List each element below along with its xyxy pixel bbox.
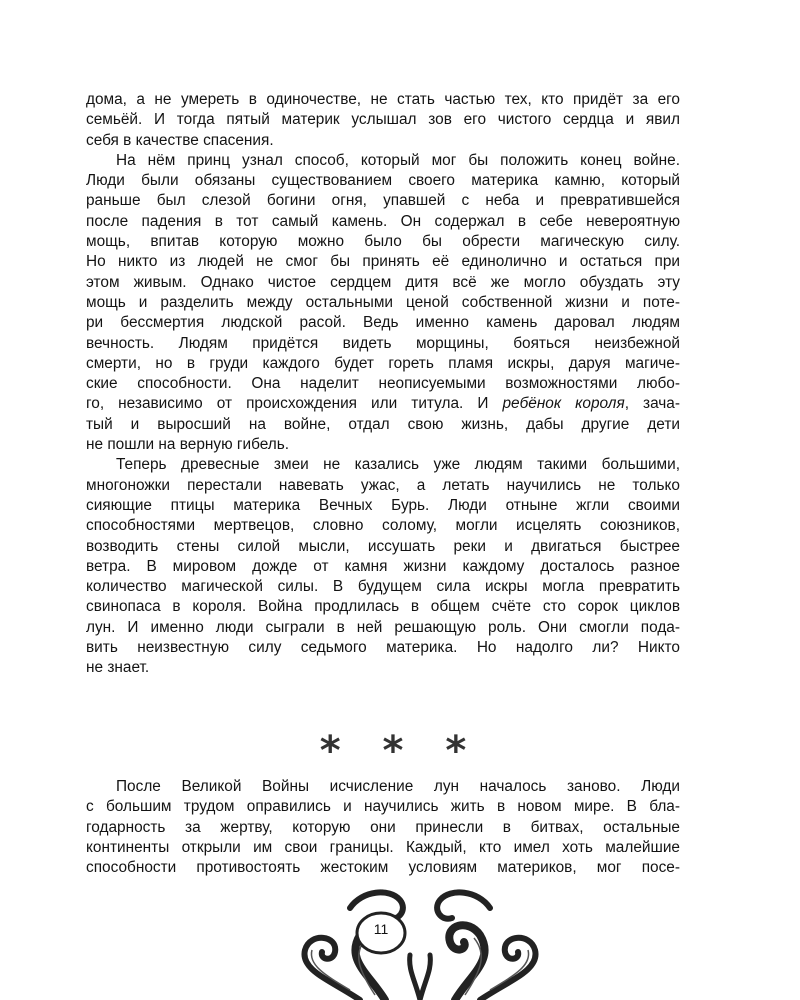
text-line: вить неизвестную силу седьмого материка. Но надолго ли? Никто — [86, 639, 680, 657]
text-line: возводить стены силой мысли, иссушать реки и двигаться быстрее — [86, 537, 680, 555]
section-two-text — [86, 777, 680, 878]
text-line: ские способности. Она наделит неописуемыми возможностями любо- — [86, 375, 680, 393]
text-line: годарность за жертву, которую они принесли в битвах, остальные — [86, 818, 680, 836]
text-line: многоножки перестали навевать ужас, а летать научились не только — [86, 476, 680, 494]
text-line: способностями мертвецов, словно солому, могли исцелять союзников, — [86, 517, 680, 535]
text-line: этом живым. Однако чистое сердцем дитя всё же могло обуздать эту — [86, 273, 680, 291]
section-separator: * * * — [319, 728, 481, 774]
text-line: Люди были обязаны существованием своего материка камню, который — [86, 172, 680, 190]
text-line: не пошли на верную гибель. — [86, 436, 290, 454]
text-line: не знает. — [86, 659, 150, 677]
page-number: 11 — [373, 921, 389, 937]
text-line: свинопаса в короля. Война продлилась в общем счёте сто сорок циклов — [86, 598, 680, 616]
text-fragment: го, независимо от происхождения или титула. И — [86, 395, 503, 413]
text-line: после падения в тот самый камень. Он содержал в себе невероятную — [86, 212, 680, 230]
text-line: мощь, впитав которую можно было бы обрести магическую силу. — [86, 233, 680, 251]
text-line: После Великой Войны исчисление лун началось заново. Люди — [116, 778, 680, 795]
text-line: лун. И именно люди сыграли в ней решающую роль. Они смогли пода- — [86, 618, 680, 636]
italic-phrase: ребёнок короля — [502, 395, 625, 413]
text-line: На нём принц узнал способ, который мог бы положить конец войне. — [116, 151, 680, 169]
text-line: смерти, но в груди каждого будет гореть пламя искры, даруя магиче- — [86, 354, 680, 372]
text-line: способности противостоять жестоким условиям материков, мог посе- — [86, 859, 680, 877]
text-line: ветра. В мировом дожде от камня жизни каждому досталось разное — [86, 557, 680, 575]
text-line: себя в качестве спасения. — [86, 131, 274, 149]
text-line: вечность. Людям придётся видеть морщины, бояться неизбежной — [86, 334, 680, 352]
text-line: количество магической силы. В будущем сила искры могла превратить — [86, 578, 680, 596]
text-line: тый и выросший на войне, отдал свою жизнь, дабы другие дети — [86, 415, 680, 433]
decorative-ornament — [290, 880, 550, 1000]
text-line: сияющие птицы материка Вечных Бурь. Люди отныне жгли своими — [86, 496, 680, 514]
text-line: континенты открыли им свои границы. Каждый, кто имел хоть малейшие — [86, 838, 680, 856]
text-line: дома, а не умереть в одиночестве, не стать частью тех, кто придёт за его — [86, 91, 680, 108]
text-line: Но никто из людей не смог бы принять её единолично и остаться при — [86, 253, 680, 271]
main-text — [86, 90, 680, 679]
text-line: раньше был слезой богини огня, упавшей с неба и превратившейся — [86, 192, 680, 210]
text-line — [86, 394, 680, 414]
text-line: Теперь древесные змеи не казались уже людям такими большими, — [116, 456, 680, 474]
text-line: семьёй. И тогда пятый материк услышал зов его чистого сердца и явил — [86, 111, 680, 129]
text-line: с большим трудом оправились и научились жить в новом мире. В бла- — [86, 798, 680, 816]
text-line: ри бессмертия людской расой. Ведь именно камень даровал людям — [86, 314, 680, 332]
text-line: мощь и разделить между остальными ценой собственной жизни и поте- — [86, 293, 680, 311]
text-fragment: , зача- — [624, 395, 680, 413]
